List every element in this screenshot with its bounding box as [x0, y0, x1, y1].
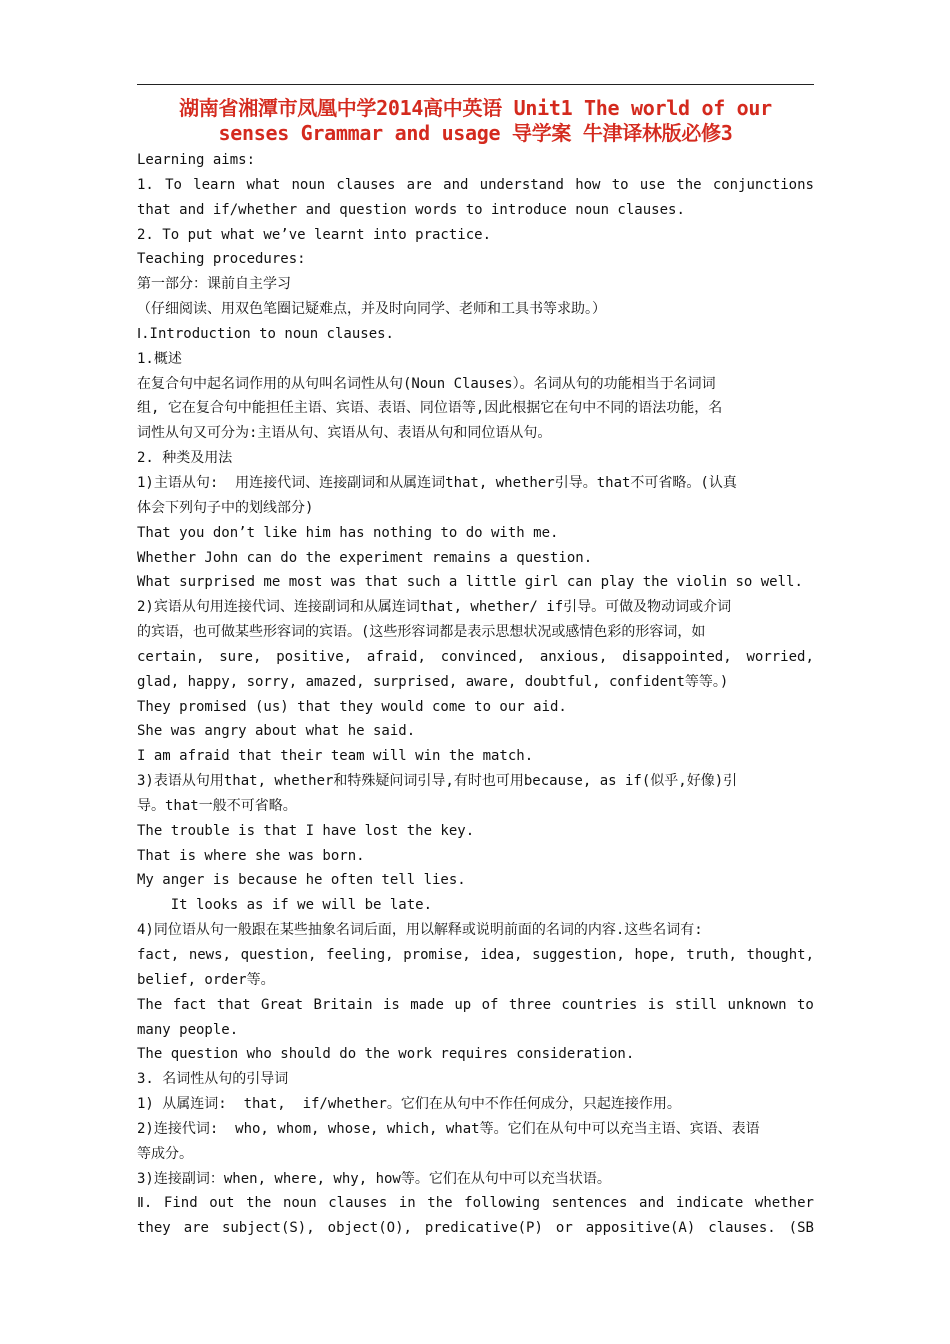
word: predicative(P): [424, 1220, 543, 1237]
word: hope,: [634, 947, 677, 963]
word: or: [555, 1220, 573, 1237]
text-line: Learning aims:: [137, 152, 256, 168]
word: conjunctions: [712, 176, 814, 193]
word: in: [398, 1195, 416, 1212]
word: use: [639, 176, 666, 193]
text-line: [137, 1216, 814, 1241]
document-title: [137, 96, 814, 146]
text-line: [137, 645, 814, 670]
word: question,: [240, 947, 317, 963]
title-line-1: 湖南省湘潭市凤凰中学2014高中英语 Unit1 The world of our: [179, 96, 772, 120]
text-line: 2)宾语从句用连接代词、连接副词和从属连词that, whether/ if引导。可做及物动词或介词: [137, 599, 732, 616]
word: (SB: [788, 1220, 814, 1237]
word: certain,: [137, 648, 205, 665]
word: noun: [291, 176, 326, 193]
text-line: [137, 173, 814, 198]
text-line: The trouble is that I have lost the key.: [137, 822, 475, 839]
word: Great: [260, 996, 304, 1013]
text-line: What surprised me most was that such a little girl can play the violin so well.: [137, 574, 803, 591]
text-line: 1.概述: [137, 350, 182, 367]
word: truth,: [686, 947, 737, 963]
word: that: [216, 996, 251, 1013]
text-line: 3. 名词性从句的引导词: [137, 1071, 289, 1088]
text-line: 1) 从属连词: that, if/whether。它们在从句中不作任何成分，只起连接作用。: [137, 1096, 681, 1113]
word: made: [410, 996, 444, 1013]
word: are: [406, 176, 432, 193]
text-line: belief, order等。: [137, 971, 275, 988]
text-line: Whether John can do the experiment remains a question.: [137, 549, 593, 566]
word: appositive(A): [585, 1220, 696, 1237]
word: how: [575, 176, 601, 193]
text-line: 导。that一般不可省略。: [137, 797, 297, 814]
word: convinced,: [440, 648, 526, 665]
text-line: that and if/whether and question words to introduce noun clauses.: [137, 201, 685, 218]
word: what: [246, 176, 281, 193]
text-line: [137, 943, 814, 968]
word: to: [611, 176, 629, 193]
text-line: Teaching procedures:: [137, 251, 306, 268]
word: thought,: [746, 947, 814, 963]
document-body: [137, 148, 814, 1241]
text-line: 等成分。: [137, 1145, 193, 1162]
word: are: [183, 1220, 209, 1237]
word: three: [508, 996, 552, 1013]
word: up: [454, 996, 472, 1013]
word: Britain: [313, 996, 373, 1013]
text-line: It looks as if we will be late.: [137, 897, 433, 914]
word: indicate: [675, 1195, 744, 1212]
word: Find: [163, 1195, 198, 1212]
word: 1.: [137, 176, 154, 193]
text-line: 1)主语从句: 用连接代词、连接副词和从属连词that, whether引导。that不可省略。(认真: [137, 474, 737, 491]
text-line: 在复合句中起名词作用的从句叫名词性从句(Noun Clauses）。名词从句的功能相当于名词词: [137, 375, 716, 392]
text-line: [137, 993, 814, 1018]
word: object(O),: [327, 1220, 412, 1237]
word: they: [137, 1220, 171, 1237]
word: To: [165, 176, 182, 193]
text-line: glad, happy, sorry, amazed, surprised, aware, doubtful, confident等等。): [137, 673, 729, 690]
word: the: [246, 1195, 272, 1212]
word: out: [209, 1195, 235, 1212]
word: anxious,: [539, 648, 608, 665]
text-line: 词性从句又可分为:主语从句、宾语从句、表语从句和同位语从句。: [137, 425, 552, 442]
text-line: [137, 1191, 814, 1216]
text-line: I am afraid that their team will win the match.: [137, 748, 534, 765]
word: still: [674, 996, 718, 1013]
word: fact: [172, 996, 207, 1013]
word: disappointed,: [622, 648, 732, 665]
word: learn: [193, 176, 236, 193]
text-line: 体会下列句子中的划线部分): [137, 499, 314, 516]
word: clauses: [336, 176, 396, 193]
word: following: [464, 1195, 541, 1212]
text-line: （仔细阅读、用双色笔圈记疑难点，并及时向同学、老师和工具书等求助。）: [137, 301, 606, 318]
word: understand: [479, 176, 564, 193]
word: is: [382, 996, 400, 1013]
word: sure,: [219, 648, 262, 665]
word: afraid,: [366, 648, 426, 665]
word: news,: [188, 947, 231, 963]
word: of: [481, 996, 499, 1013]
word: clauses: [328, 1195, 388, 1212]
word: the: [676, 176, 702, 193]
text-line: My anger is because he often tell lies.: [137, 872, 466, 889]
word: clauses.: [708, 1220, 776, 1237]
word: promise,: [403, 947, 471, 963]
text-line: The question who should do the work requires consideration.: [137, 1046, 635, 1063]
word: positive,: [276, 648, 353, 665]
word: countries: [561, 996, 638, 1013]
word: subject(S),: [221, 1220, 315, 1237]
text-line: 4)同位语从句一般跟在某些抽象名词后面，用以解释或说明前面的名词的内容.这些名词有:: [137, 922, 703, 939]
word: and: [443, 176, 469, 193]
word: idea,: [480, 947, 523, 963]
text-line: She was angry about what he said.: [137, 723, 416, 740]
header-rule: [137, 84, 814, 85]
title-line-2: senses Grammar and usage 导学案 牛津译林版必修3: [218, 121, 733, 145]
text-line: 的宾语，也可做某些形容词的宾语。(这些形容词都是表示思想状况或感情色彩的形容词，如: [137, 624, 706, 641]
text-line: 2)连接代词: who, whom, whose, which, what等。它们在从句中可以充当主语、宾语、表语: [137, 1120, 760, 1137]
word: suggestion,: [532, 947, 625, 963]
word: the: [427, 1195, 453, 1212]
text-line: That you don’t like him has nothing to do with me.: [137, 524, 559, 541]
word: unknown: [727, 996, 787, 1013]
word: noun: [282, 1195, 317, 1212]
word: is: [647, 996, 665, 1013]
text-line: 2. 种类及用法: [137, 450, 233, 467]
text-line: 第一部分：课前自主学习: [137, 276, 291, 293]
text-line: 组, 它在复合句中能担任主语、宾语、表语、同位语等,因此根据它在句中不同的语法功能，名: [137, 400, 723, 417]
word: feeling,: [326, 947, 394, 963]
text-line: That is where she was born.: [137, 847, 365, 864]
text-line: many people.: [137, 1021, 239, 1038]
word: Ⅱ.: [137, 1195, 153, 1212]
text-line: 3)表语从句用that, whether和特殊疑问词引导,有时也可用because, as if(似乎,好像)引: [137, 773, 738, 790]
word: The: [137, 996, 163, 1013]
word: to: [796, 996, 814, 1013]
word: whether: [754, 1195, 814, 1212]
text-line: Ⅰ.Introduction to noun clauses.: [137, 325, 394, 342]
word: sentences: [551, 1195, 628, 1212]
text-line: 2. To put what we’ve learnt into practice.: [137, 226, 492, 243]
text-line: 3)连接副词：when, where, why, how等。它们在从句中可以充当状语。: [137, 1170, 611, 1187]
text-line: They promised (us) that they would come to our aid.: [137, 698, 567, 715]
word: worried,: [746, 648, 814, 665]
word: and: [639, 1195, 665, 1212]
word: fact,: [137, 947, 180, 963]
